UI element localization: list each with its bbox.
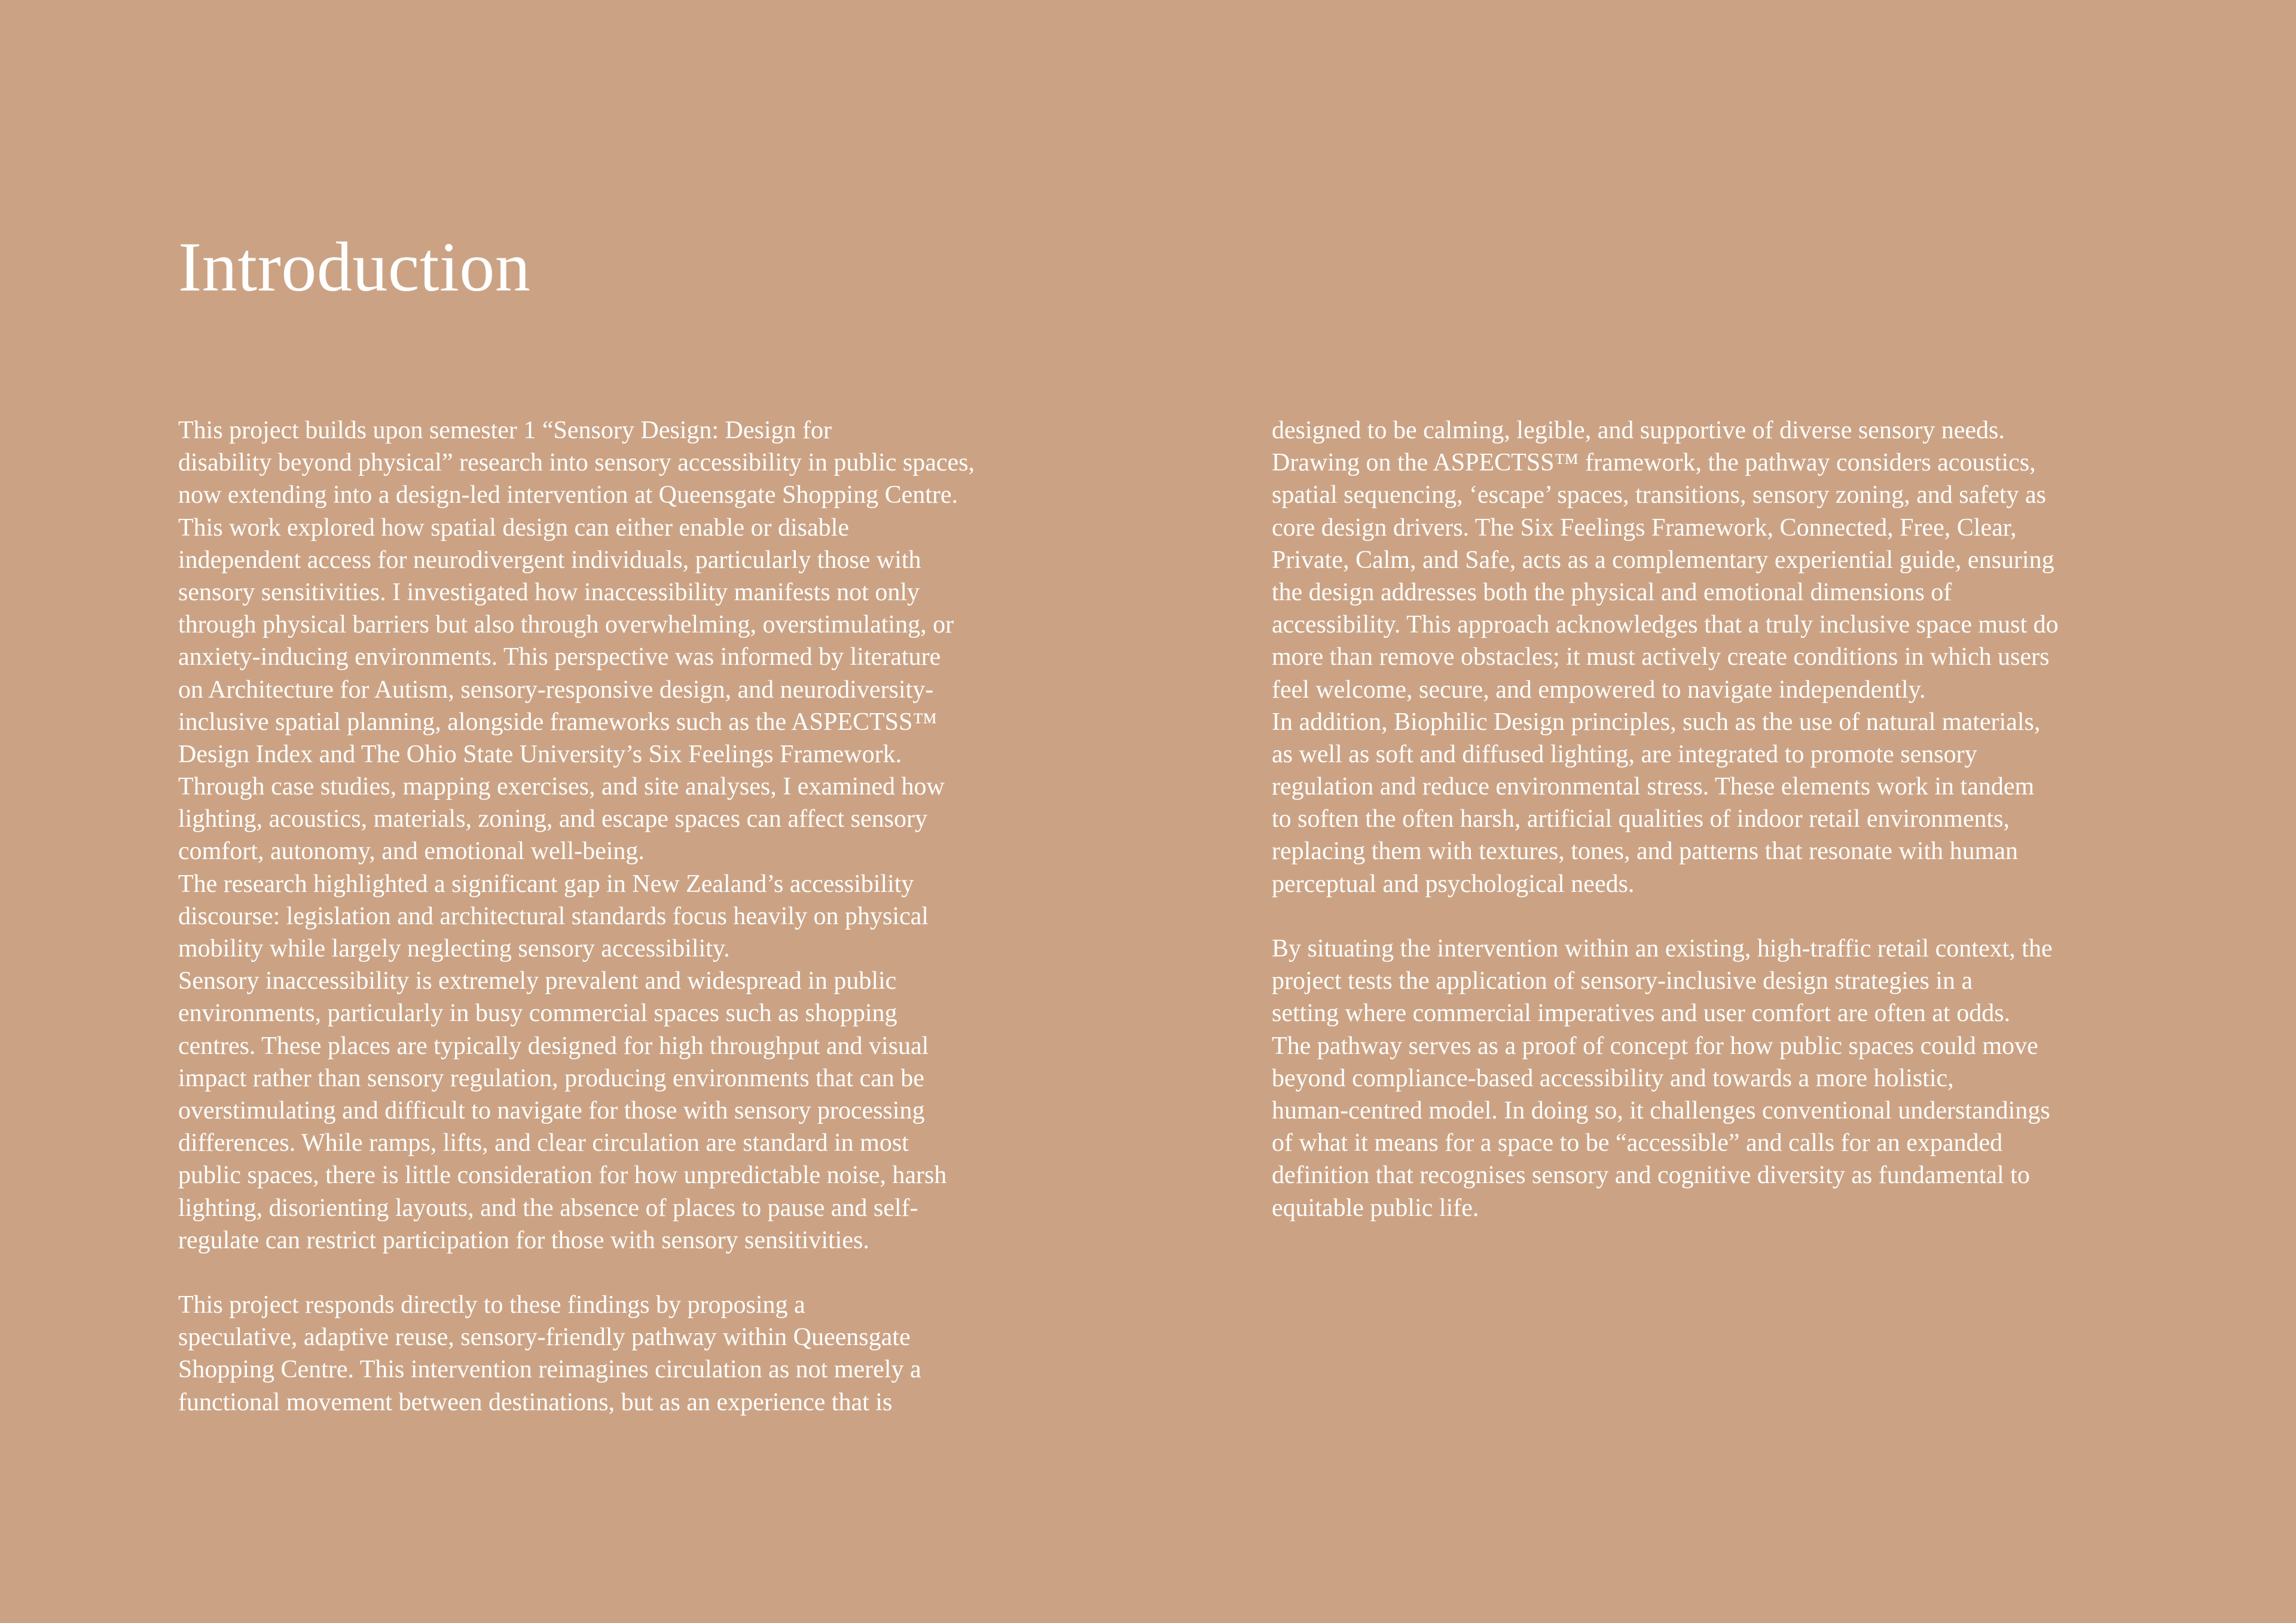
text-line: regulate can restrict participation for those with sensory sensitivities. [178,1226,869,1254]
right-text-column [1272,414,2145,1224]
page-title: Introduction [178,228,531,306]
text-line: In addition, Biophilic Design principles, such as the use of natural materials, [1272,708,2041,736]
text-line: Design Index and The Ohio State University’s Six Feelings Framework. [178,740,902,768]
text-line: disability beyond physical” research into sensory accessibility in public spaces, [178,449,975,477]
text-line: environments, particularly in busy commercial spaces such as shopping [178,1000,897,1028]
text-line: centres. These places are typically designed for high throughput and visual [178,1032,929,1060]
text-line: of what it means for a space to be “accessible” and calls for an expanded [1272,1129,2003,1157]
text-line: more than remove obstacles; it must actively create conditions in which users [1272,643,2050,671]
text-line: mobility while largely neglecting sensory accessibility. [178,935,730,962]
text-line: differences. While ramps, lifts, and clear circulation are standard in most [178,1129,909,1157]
text-line: The research highlighted a significant gap in New Zealand’s accessibility [178,870,914,898]
text-line: public spaces, there is little consideration for how unpredictable noise, harsh [178,1162,947,1190]
text-line: spatial sequencing, ‘escape’ spaces, transitions, sensory zoning, and safety as [1272,481,2046,509]
text-line: equitable public life. [1272,1194,1479,1222]
text-line: anxiety-inducing environments. This perspective was informed by literature [178,643,941,671]
text-line: feel welcome, secure, and empowered to navigate independently. [1272,676,1926,704]
text-line: lighting, disorienting layouts, and the absence of places to pause and self- [178,1194,918,1222]
text-line: core design drivers. The Six Feelings Framework, Connected, Free, Clear, [1272,514,2017,542]
text-line: on Architecture for Autism, sensory-responsive design, and neurodiversity- [178,676,934,704]
text-line: This work explored how spatial design can either enable or disable [178,514,849,542]
text-line: This project builds upon semester 1 “Sensory Design: Design for [178,417,832,444]
text-line: perceptual and psychological needs. [1272,870,1635,898]
paragraph-gap [1272,900,2145,933]
text-line: the design addresses both the physical and emotional dimensions of [1272,578,1952,606]
text-line: comfort, autonomy, and emotional well-being. [178,838,645,866]
text-line: sensory sensitivities. I investigated how inaccessibility manifests not only [178,578,920,606]
text-line: accessibility. This approach acknowledges that a truly inclusive space must do [1272,611,2059,639]
paragraph-gap [178,1257,1051,1289]
text-line: independent access for neurodivergent individuals, particularly those with [178,546,921,574]
text-line: human-centred model. In doing so, it challenges conventional understandings [1272,1096,2050,1124]
text-line: Private, Calm, and Safe, acts as a complementary experiential guide, ensuring [1272,546,2054,574]
text-line: beyond compliance-based accessibility and towards a more holistic, [1272,1064,1954,1092]
text-line: project tests the application of sensory-inclusive design strategies in a [1272,967,1973,995]
left-text-column [178,414,1051,1419]
text-line: inclusive spatial planning, alongside frameworks such as the ASPECTSS™ [178,708,938,736]
text-line: Sensory inaccessibility is extremely prevalent and widespread in public [178,967,897,995]
text-line: functional movement between destinations, but as an experience that is [178,1388,893,1416]
text-line: impact rather than sensory regulation, producing environments that can be [178,1064,924,1092]
text-line: speculative, adaptive reuse, sensory-friendly pathway within Queensgate [178,1324,911,1352]
text-line: definition that recognises sensory and cognitive diversity as fundamental to [1272,1162,2030,1190]
text-line: lighting, acoustics, materials, zoning, and escape spaces can affect sensory [178,805,927,833]
text-line: discourse: legislation and architectural standards focus heavily on physical [178,902,929,930]
text-line: to soften the often harsh, artificial qualities of indoor retail environments, [1272,805,2010,833]
text-line: Through case studies, mapping exercises, and site analyses, I examined how [178,773,945,801]
text-line: designed to be calming, legible, and supportive of diverse sensory needs. [1272,417,2005,444]
text-line: replacing them with textures, tones, and patterns that resonate with human [1272,838,2018,866]
text-line: as well as soft and diffused lighting, are integrated to promote sensory [1272,740,1977,768]
text-line: The pathway serves as a proof of concept for how public spaces could move [1272,1032,2038,1060]
text-line: By situating the intervention within an existing, high-traffic retail context, the [1272,935,2053,962]
text-line: Drawing on the ASPECTSS™ framework, the pathway considers acoustics, [1272,449,2036,477]
text-line: setting where commercial imperatives and user comfort are often at odds. [1272,1000,2011,1028]
text-line: overstimulating and difficult to navigate for those with sensory processing [178,1096,925,1124]
text-line: now extending into a design-led intervention at Queensgate Shopping Centre. [178,481,958,509]
text-line: This project responds directly to these findings by proposing a [178,1291,805,1319]
text-line: Shopping Centre. This intervention reimagines circulation as not merely a [178,1356,921,1384]
text-line: regulation and reduce environmental stress. These elements work in tandem [1272,773,2035,801]
text-line: through physical barriers but also through overwhelming, overstimulating, or [178,611,954,639]
